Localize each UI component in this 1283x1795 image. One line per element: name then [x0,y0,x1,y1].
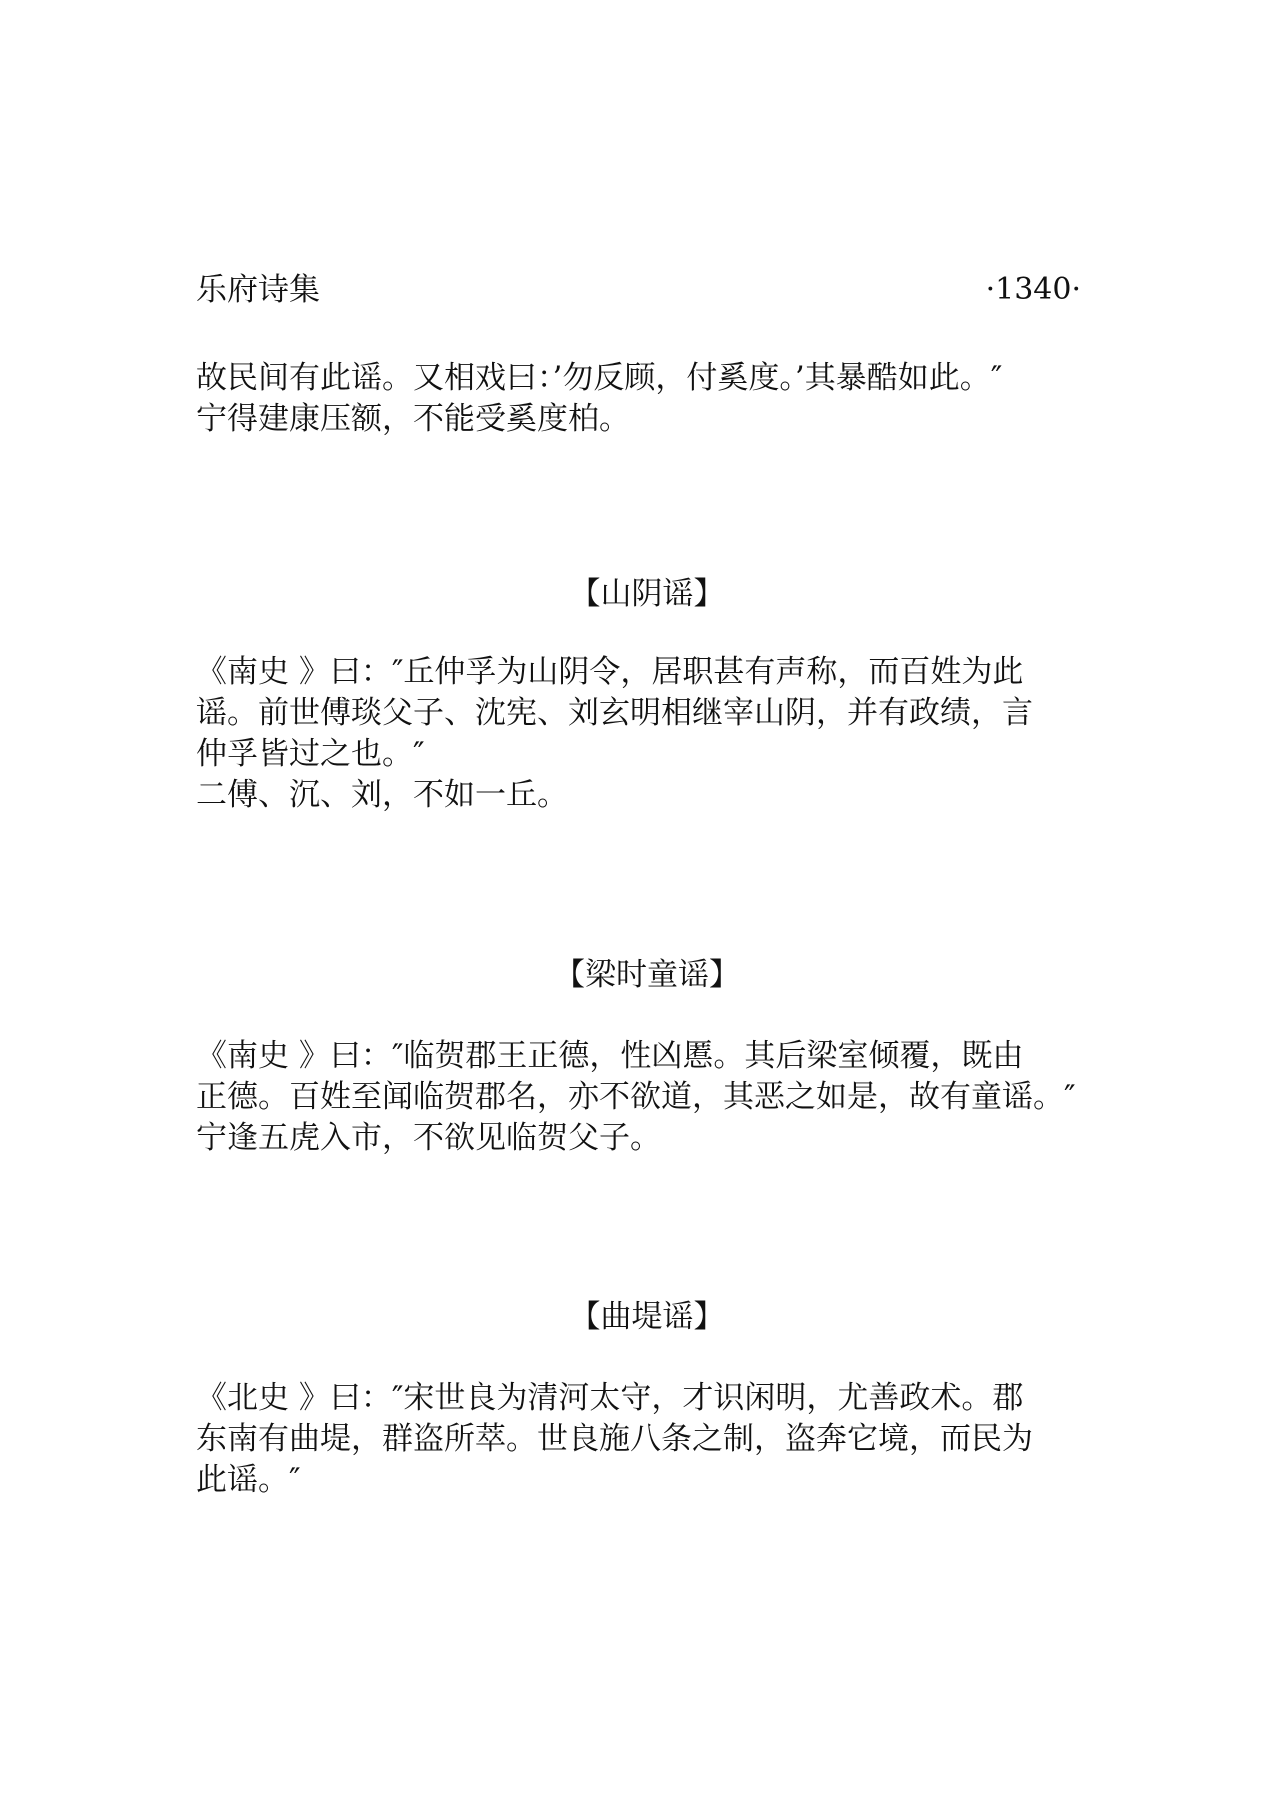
text-line: 二傅、沉、刘，不如一丘。 [196,777,568,813]
text-line: 《北史 》曰：″宋世良为清河太守，才识闲明，尤善政术。郡 [196,1380,1024,1416]
text-line: 正德。百姓至闻临贺郡名，亦不欲道，其恶之如是，故有童谣。″ [196,1079,1076,1115]
section-body-shanyin [196,652,1156,816]
text-line: 《南史 》曰：″丘仲孚为山阴令，居职甚有声称，而百姓为此 [196,654,1024,690]
text-line: 谣。前世傅琰父子、沈宪、刘玄明相继宰山阴，并有政绩，言 [196,695,1033,731]
section-title-liangshi: 【梁时童谣】 [554,957,740,993]
text-line: 宁得建康压额，不能受奚度柏。 [196,401,630,437]
text-line: 此谣。″ [196,1462,301,1498]
book-title: 乐府诗集 [196,272,320,308]
section-body-liangshi [196,1036,1156,1159]
text-line: 宁逢五虎入市，不欲见临贺父子。 [196,1120,661,1156]
text-line: 故民间有此谣。又相戏曰：’勿反顾，付奚度。’其暴酷如此。″ [196,360,1003,396]
page-number: ·1340· [985,272,1081,307]
section-title-quti: 【曲堤谣】 [569,1299,725,1335]
section-title-shanyin: 【山阴谣】 [569,576,725,612]
text-line: 东南有曲堤，群盗所萃。世良施八条之制，盗奔它境，而民为 [196,1421,1033,1457]
section-body-quti [196,1378,1156,1501]
text-line: 《南史 》曰：″临贺郡王正德，性凶慝。其后梁室倾覆，既由 [196,1038,1024,1074]
page-header [196,270,1081,310]
intro-paragraph [196,358,1156,440]
text-line: 仲孚皆过之也。″ [196,736,425,772]
